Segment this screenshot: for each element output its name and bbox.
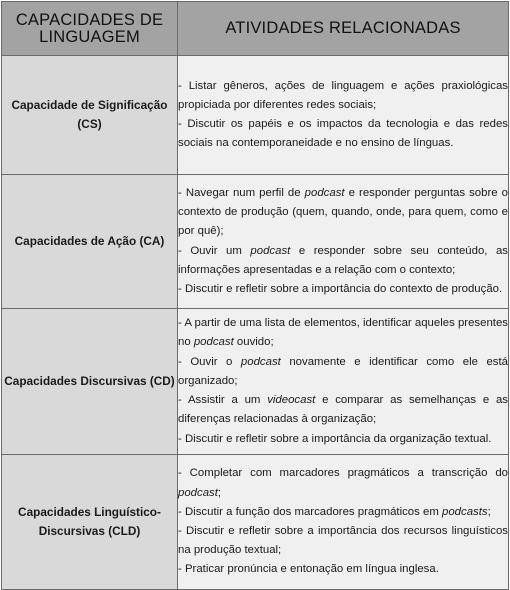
activity-emphasis: podcast bbox=[178, 486, 218, 499]
capacities-table bbox=[1, 1, 509, 590]
activity-item: - Discutir e refletir sobre a importância dos recursos linguísticos na produção textual; bbox=[178, 525, 508, 557]
table-row bbox=[2, 175, 509, 309]
activity-item: - Navegar num perfil de podcast e responder perguntas sobre o contexto de produção (quem, quando, onde, para quem, como e por quê); bbox=[178, 186, 508, 238]
table-row bbox=[2, 309, 509, 455]
activity-item: - Discutir e refletir sobre a importância do contexto de produção. bbox=[178, 282, 503, 295]
capacity-cell: Capacidade de Significação (CS) bbox=[2, 56, 178, 175]
activity-emphasis: podcast bbox=[304, 186, 345, 199]
header-capacities: CAPACIDADES DE LINGUAGEM bbox=[2, 2, 178, 56]
activity-emphasis: podcast bbox=[250, 244, 291, 257]
table-row bbox=[2, 455, 509, 590]
activity-item: - Ouvir um podcast e responder sobre seu conteúdo, as informações apresentadas e a relação com o contexto; bbox=[178, 244, 508, 276]
activity-item: - A partir de uma lista de elementos, identificar aqueles presentes no podcast ouvido; bbox=[178, 317, 508, 349]
activity-item: - Completar com marcadores pragmáticos a transcrição do podcast; bbox=[178, 467, 508, 499]
activities-cell bbox=[178, 309, 509, 455]
table-header-row bbox=[2, 2, 509, 56]
activity-item: - Praticar pronúncia e entonação em língua inglesa. bbox=[178, 563, 439, 576]
activity-emphasis: podcast bbox=[193, 336, 234, 349]
table-row bbox=[2, 56, 509, 175]
activity-emphasis: podcast bbox=[240, 355, 281, 368]
capacity-cell: Capacidades Discursivas (CD) bbox=[2, 309, 178, 455]
capacity-cell: Capacidades de Ação (CA) bbox=[2, 175, 178, 309]
activities-cell bbox=[178, 56, 509, 175]
activity-emphasis: podcasts bbox=[442, 505, 488, 518]
activity-item: - Discutir os papéis e os impactos da tecnologia e das redes sociais na contemporaneidade e no ensino de línguas. bbox=[178, 118, 508, 150]
activity-item: - Discutir e refletir sobre a importância da organização textual. bbox=[178, 432, 492, 445]
activity-emphasis: videocast bbox=[267, 394, 316, 407]
capacity-cell: Capacidades Linguístico-Discursivas (CLD) bbox=[2, 455, 178, 590]
activity-item: - Ouvir o podcast novamente e identificar como ele está organizado; bbox=[178, 355, 508, 387]
activity-item: - Discutir a função dos marcadores pragmáticos em podcasts; bbox=[178, 505, 491, 518]
activities-cell bbox=[178, 455, 509, 590]
header-activities: ATIVIDADES RELACIONADAS bbox=[178, 2, 509, 56]
activities-cell bbox=[178, 175, 509, 309]
activity-item: - Listar gêneros, ações de linguagem e ações praxiológicas propiciada por diferentes redes sociais; bbox=[178, 79, 508, 111]
activity-item: - Assistir a um videocast e comparar as semelhanças e as diferenças relacionadas à organização; bbox=[178, 394, 508, 426]
